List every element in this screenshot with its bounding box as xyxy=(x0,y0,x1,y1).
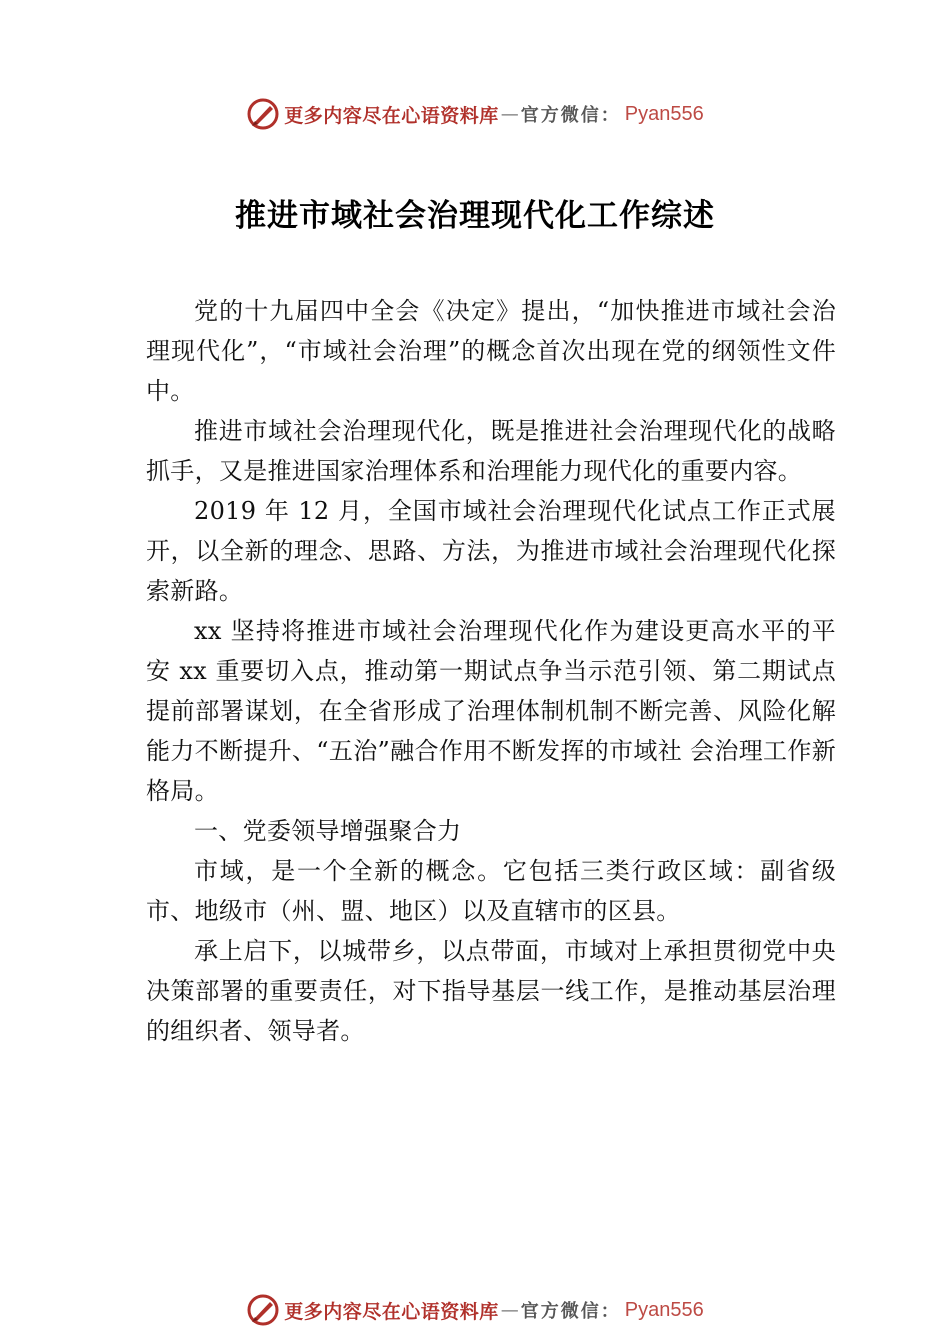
document-body xyxy=(146,291,836,1051)
document-title: 推进市域社会治理现代化工作综述 xyxy=(235,198,715,234)
banner-dash: — xyxy=(500,1299,519,1321)
banner-wechat-id: Pyan556 xyxy=(624,1298,704,1321)
banner-wechat-label: 官方微信： xyxy=(520,105,621,126)
banner-brand-text: 更多内容尽在心语资料库 xyxy=(284,104,499,127)
paragraph: 推进市域社会治理现代化，既是推进社会治理现代化的战略抓手，又是推进国家治理体系和治理能力现代化的重要内容。 xyxy=(146,417,836,485)
banner-wechat-label: 官方微信： xyxy=(520,1301,621,1322)
paragraph: 市域，是一个全新的概念。它包括三类行政区域：副省级市、地级市（州、盟、地区）以及直辖市的区县。 xyxy=(146,857,836,925)
banner-wechat-id: Pyan556 xyxy=(624,102,704,125)
quill-pen-logo-icon xyxy=(246,1293,280,1327)
footer-banner xyxy=(0,1290,950,1330)
paragraph: 承上启下，以城带乡，以点带面，市域对上承担贯彻党中央决策部署的重要责任，对下指导基层一线工作，是推动基层治理的组织者、领导者。 xyxy=(146,937,836,1045)
paragraph: xx 坚持将推进市域社会治理现代化作为建设更高水平的平安 xx 重要切入点，推动第一期试点争当示范引领、第二期试点提前部署谋划，在全省形成了治理体制机制不断完善、风险化解能力不断提升、“五治”融合作用不断发挥的市域社 会治理工作新格局。 xyxy=(146,617,836,805)
header-banner xyxy=(0,94,950,134)
paragraph: 2019 年 12 月，全国市域社会治理现代化试点工作正式展开，以全新的理念、思路、方法，为推进市域社会治理现代化探索新路。 xyxy=(146,497,836,605)
banner-brand-text: 更多内容尽在心语资料库 xyxy=(284,1300,499,1323)
banner-dash: — xyxy=(500,103,519,125)
paragraph: 党的十九届四中全会《决定》提出，“加快推进市域社会治理现代化”，“市域社会治理”的概念首次出现在党的纲领性文件中。 xyxy=(146,297,836,405)
section-heading: 一、党委领导增强聚合力 xyxy=(194,817,462,845)
quill-pen-logo-icon xyxy=(246,97,280,131)
